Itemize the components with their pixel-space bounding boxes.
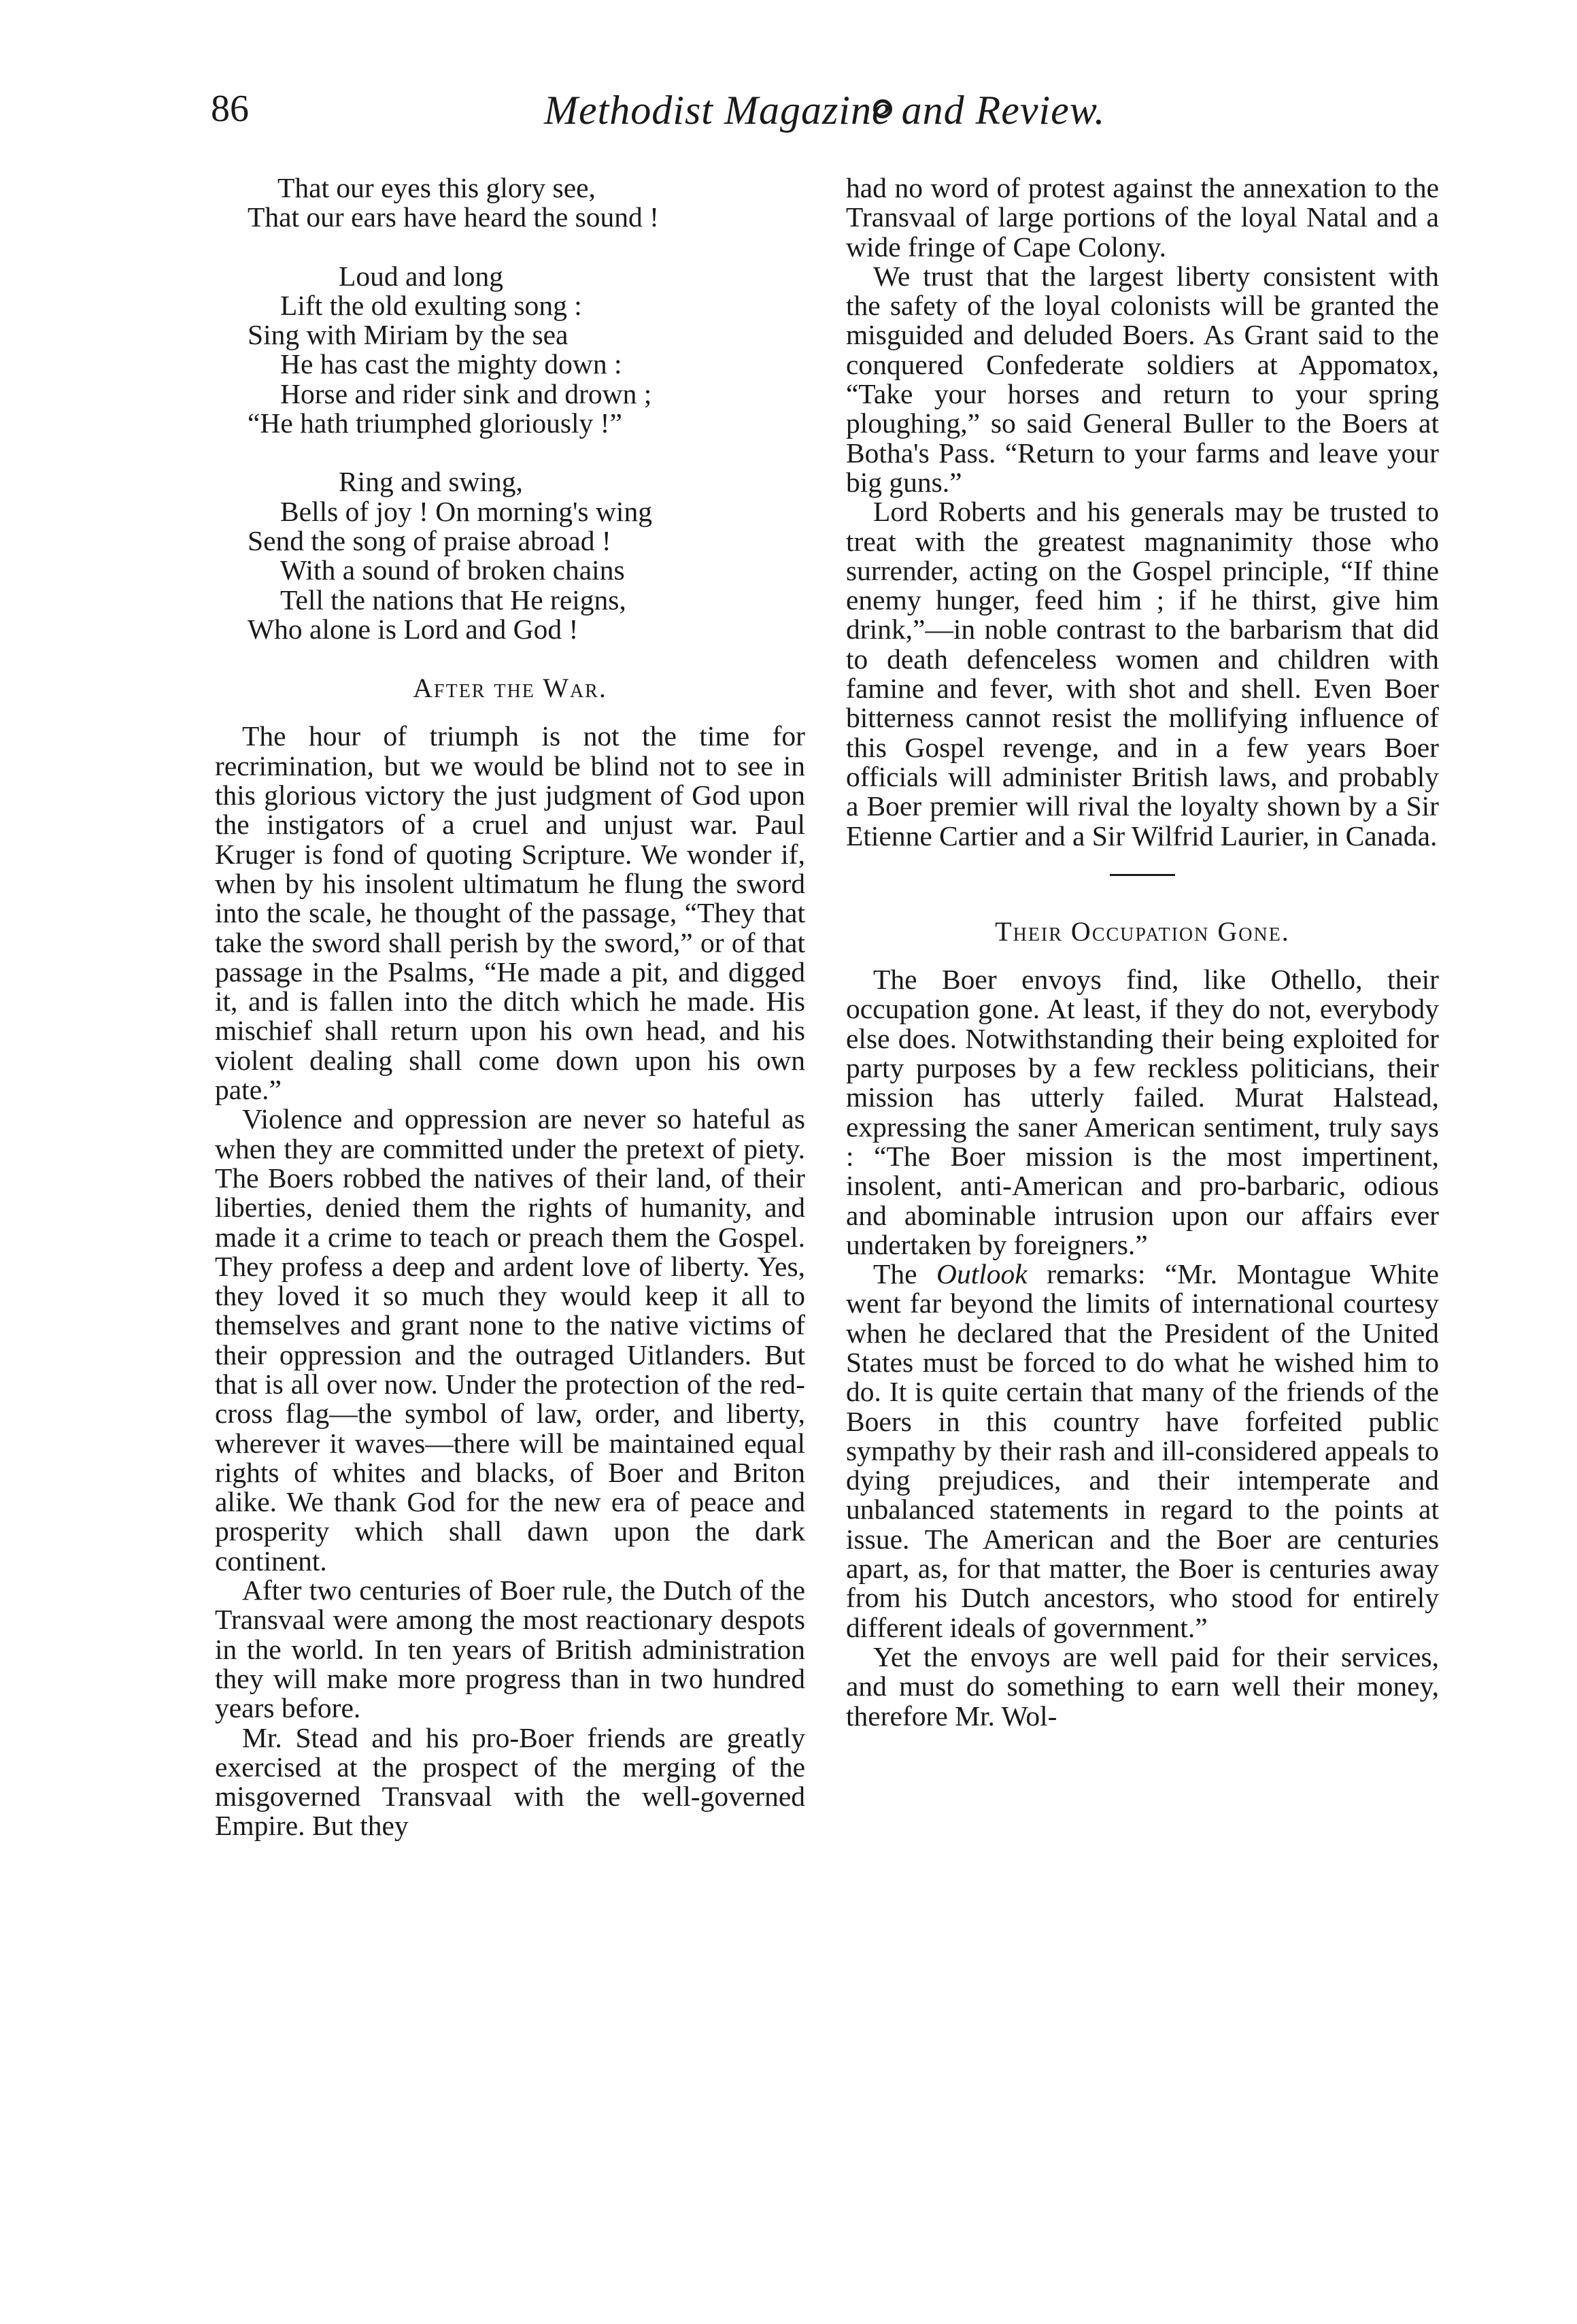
section-heading: After the War.	[413, 673, 607, 704]
paragraph	[846, 1260, 1439, 1643]
poem-line: He has cast the mighty down :	[280, 348, 622, 380]
poem	[215, 173, 805, 644]
page-header	[204, 80, 1156, 141]
paragraph: Mr. Stead and his pro-Boer friends are greatly exercised at the prospect of the merging of the misgoverned Transvaal with the well-governed Empire. But they	[215, 1721, 805, 1842]
poem-stanza	[215, 262, 805, 439]
poem-line: Send the song of praise abroad !	[248, 524, 611, 556]
poem-line: Bells of joy ! On morning's wing	[280, 495, 652, 527]
poem-line: Loud and long	[339, 260, 504, 292]
paragraph: The hour of triumph is not the time for recrimination, but we would be blind not to see in this glorious victory the just judgment of God upon the instigators of a cruel and unjust war. Paul Kruger is fond of quoting Scripture. We wonder if, when by his insolent ultimatum he flung the sword into the scale, he thought of the passage, “They that take the sword shall perish by the sword,” or of that passage in the Psalms, “He made a pit, and digged it, and is fallen into the ditch which he made. His mischief shall return upon his own head, and his violent dealing shall come down upon his own pate.”	[215, 720, 805, 1106]
poem-line: “He hath triumphed gloriously !”	[248, 407, 622, 439]
poem-line: Sing with Miriam by the sea	[248, 319, 569, 351]
paragraph-text: remarks: “Mr. Montague White went far beyond the limits of international courtesy when he declared that the President of the United States must be forced to do what he wished him to do. It is quite certain that many of the friends of the Boers in this country have forfeited public sympathy by their rash and ill-considered appeals to dying prejudices, and their intemperate and unbalanced statements in regard to the points at issue. The American and the Boer are centuries apart, as, for that matter, the Boer is centuries away from his Dutch ancestors, who stood for entirely different ideals of government.”	[846, 1258, 1439, 1643]
running-title: Methodist Magazine and Review.	[544, 88, 1106, 133]
paragraph: After two centuries of Boer rule, the Dutch of the Transvaal were among the most reactionary despots in the world. In ten years of British administration they will make more progress than in two hundred years before.	[215, 1574, 805, 1724]
paragraph: The Boer envoys find, like Othello, their occupation gone. At least, if they do not, everybody else does. Notwithstanding their being exploited for party purposes by a few reckless politicians, their mission has utterly failed. Murat Halstead, expressing the saner American sentiment, truly says : “The Boer mission is the most impertinent, insolent, anti-American and pro-barbaric, odious and abominable intrusion upon our affairs ever undertaken by foreigners.”	[846, 964, 1439, 1260]
paragraph-lead: The	[873, 1258, 937, 1290]
paragraph: had no word of protest against the annexation to the Transvaal of large portions of the loyal Natal and a wide fringe of Cape Colony.	[846, 172, 1439, 263]
publication-title: Outlook	[936, 1258, 1028, 1290]
poem-line: Tell the nations that He reigns,	[280, 584, 626, 616]
poem-line: Who alone is Lord and God !	[248, 613, 579, 645]
section-heading: Their Occupation Gone.	[995, 915, 1290, 947]
poem-stanza	[215, 173, 805, 233]
paragraph: We trust that the largest liberty consistent with the safety of the loyal colonists will be granted the misguided and deluded Boers. As Grant said to the conquered Confederate soldiers at Appomatox, “Take your horses and return to your spring ploughing,” so said General Buller to the Boers at Botha's Pass. “Return to your farms and leave your big guns.”	[846, 260, 1439, 498]
poem-line: Lift the old exulting song :	[280, 289, 582, 321]
poem-line: That our eyes this glory see,	[277, 172, 596, 203]
poem-line: With a sound of broken chains	[280, 554, 625, 586]
poem-stanza	[215, 467, 805, 644]
section-divider	[1110, 874, 1175, 876]
paragraph: Violence and oppression are never so hateful as when they are committed under the pretext of piety. The Boers robbed the natives of their land, of their liberties, denied them the rights of humanity, and made it a crime to teach or preach them the Gospel. They profess a deep and ardent love of liberty. Yes, they loved it so much they would keep it all to themselves and grant none to the native victims of their oppression and the outraged Uitlanders. But that is all over now. Under the protection of the red-cross flag—the symbol of law, order, and liberty, wherever it waves—there will be maintained equal rights of whites and blacks, of Boer and Briton alike. We thank God for the new era of peace and prosperity which shall dawn upon the dark continent.	[215, 1103, 805, 1577]
page-number: 86	[211, 88, 249, 130]
poem-line: That our ears have heard the sound !	[248, 201, 659, 233]
left-column	[215, 173, 805, 1841]
paragraph: Yet the envoys are well paid for their services, and must do something to earn well their money, therefore Mr. Wol-	[846, 1640, 1439, 1732]
poem-line: Horse and rider sink and drown ;	[280, 377, 652, 409]
poem-line: Ring and swing,	[339, 466, 523, 498]
paragraph: Lord Roberts and his generals may be trusted to treat with the greatest magnanimity those who surrender, acting on the Gospel principle, “If thine enemy hunger, feed him ; if he thirst, give him drink,”—in noble contrast to the barbarism that did to death defenceless women and children with famine and fever, with shot and shell. Even Boer bitterness cannot resist the mollifying influence of this Gospel revenge, and in a few years Boer officials will administer British laws, and probably a Boer premier will rival the loyalty shown by a Sir Etienne Cartier and a Sir Wilfrid Laurier, in Canada.	[846, 496, 1439, 852]
right-column	[846, 173, 1439, 1731]
